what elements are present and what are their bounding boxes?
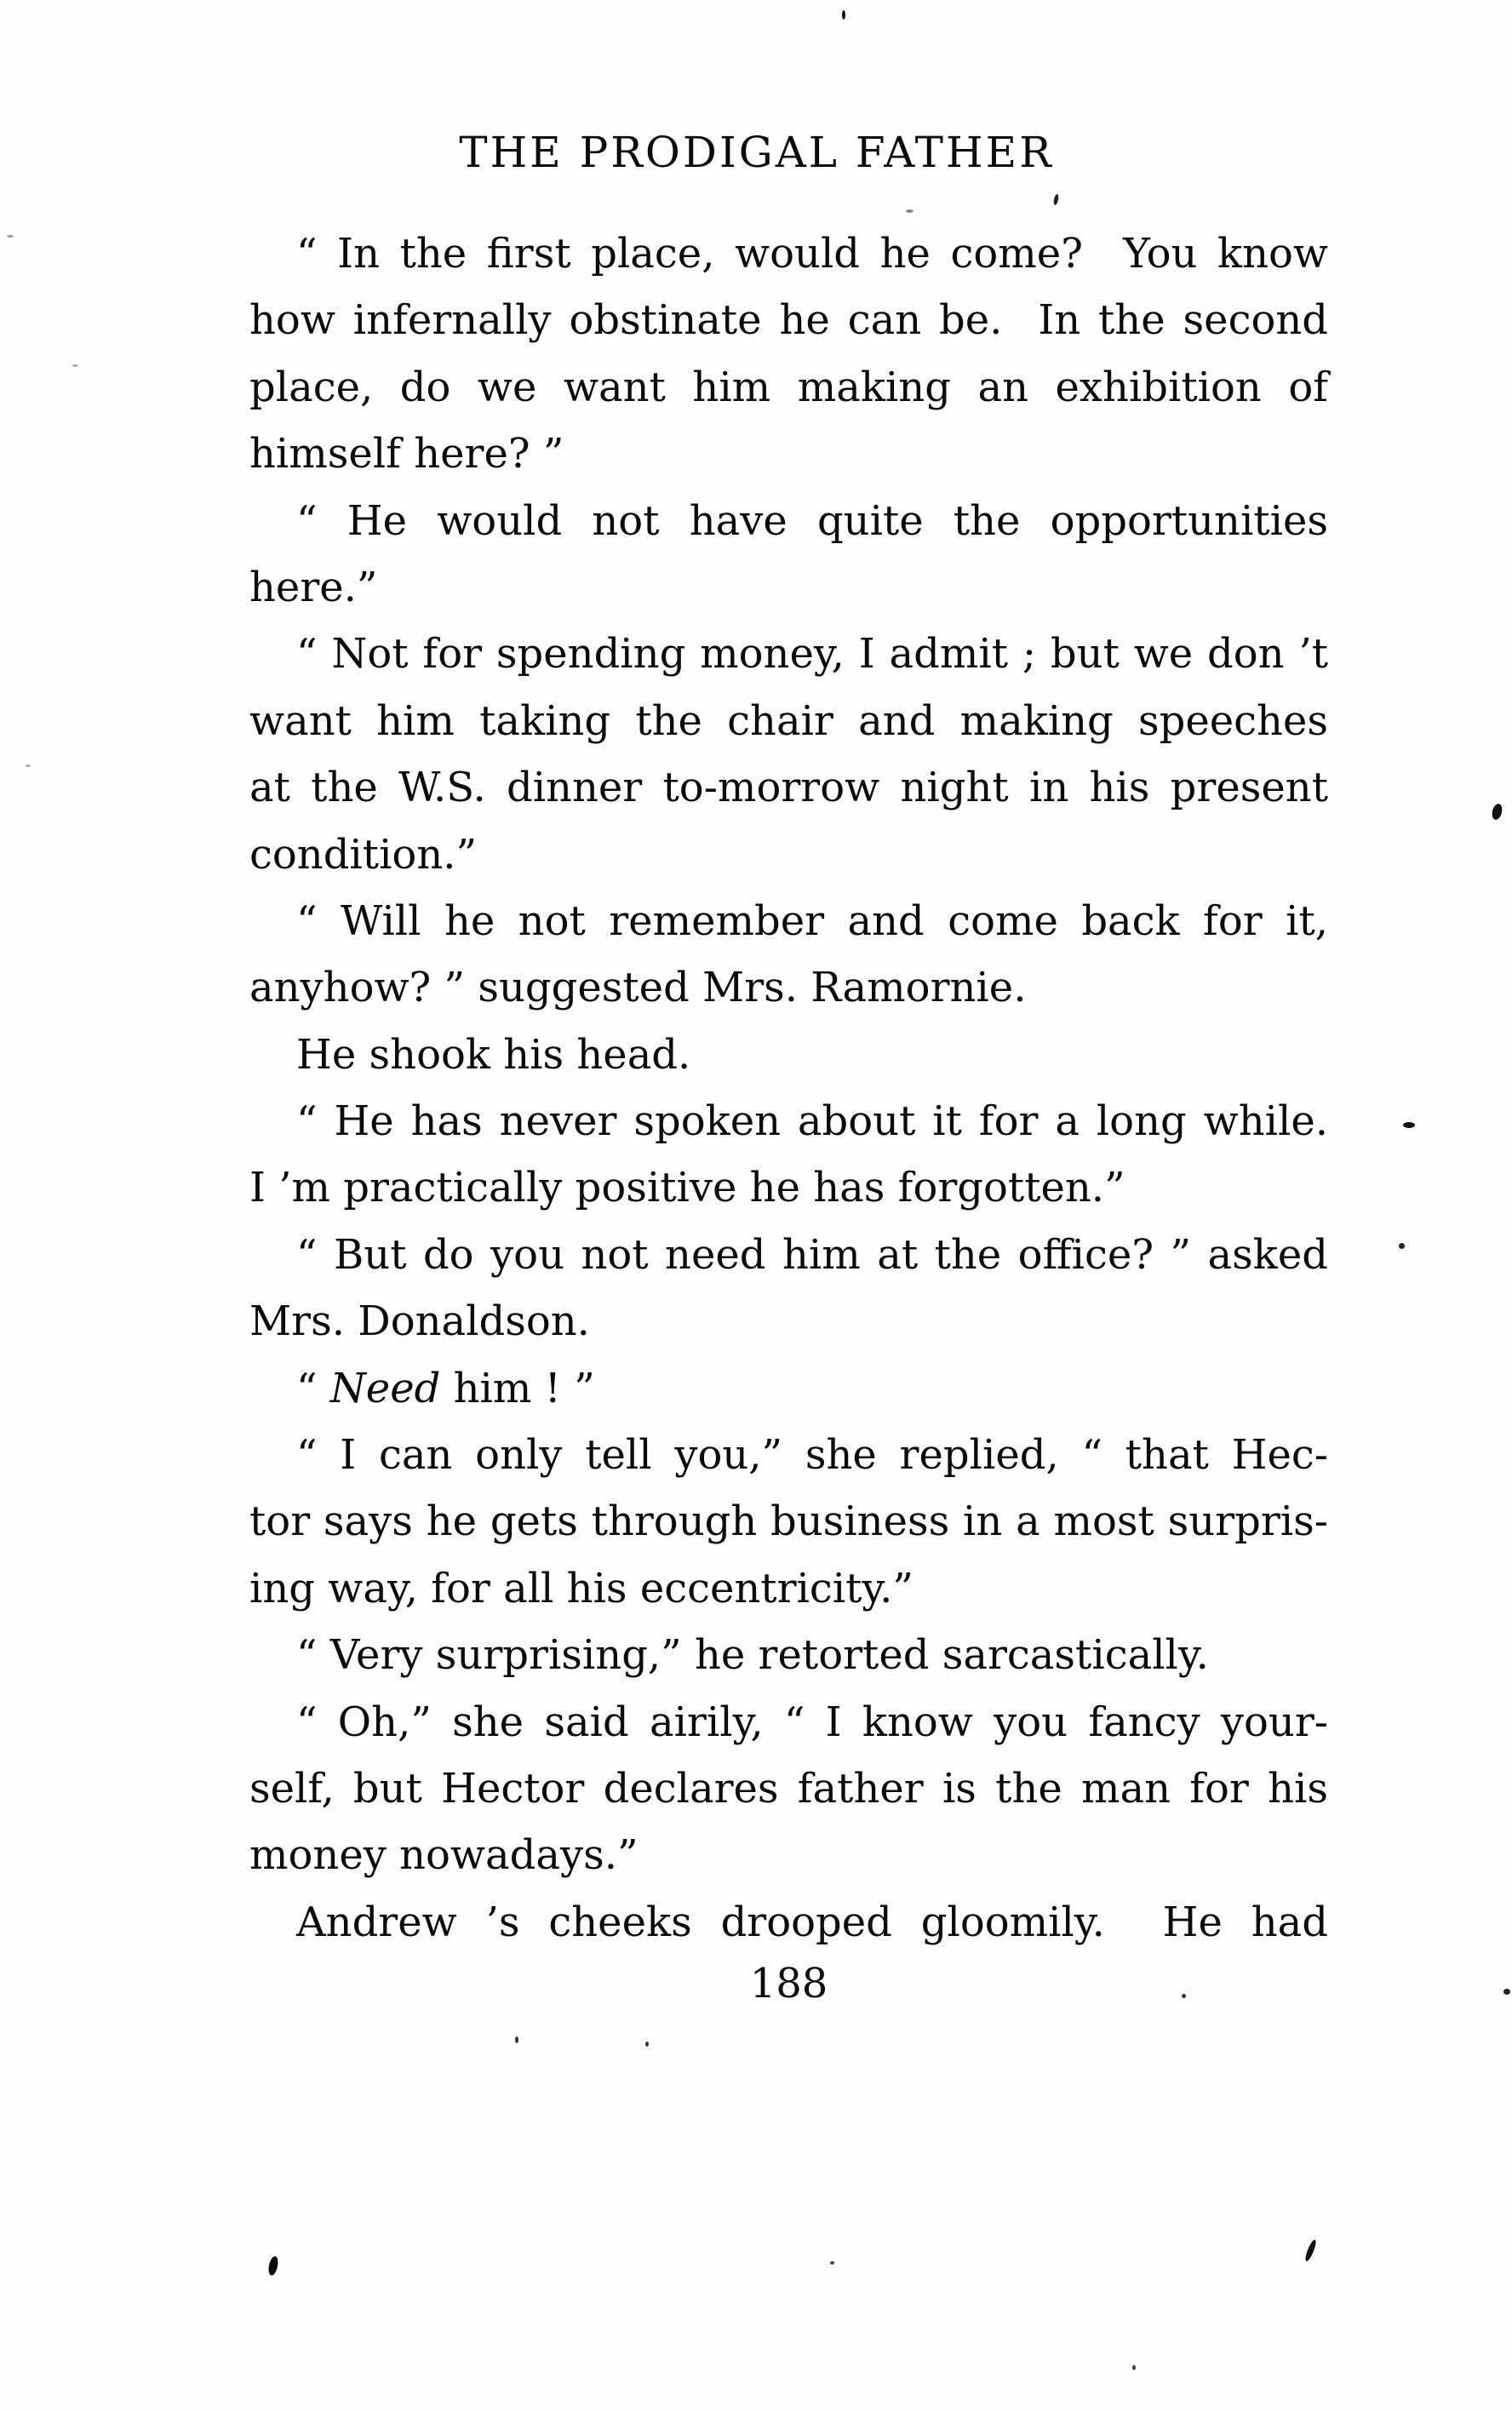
text-line-content [249,1565,914,1612]
text-line-content [296,1431,1328,1479]
text-line-content [249,964,1026,1011]
ink-speck [1491,803,1503,821]
text-line [249,1288,1328,1354]
text-line [249,1622,1328,1688]
ink-speck [7,235,14,238]
text-segment: “ He has never spoken about it for a long while. [296,1097,1328,1146]
text-line [249,1822,1328,1888]
text-line-content [296,1031,690,1079]
text-segment: condition.” [249,830,478,879]
text-line [249,488,1328,554]
text-line-content [249,1164,1125,1211]
text-line-content [249,296,1328,344]
page-number: 188 [749,1960,828,2007]
text-segment: want him taking the chair and making speeches [249,696,1328,745]
text-segment: “ He would not have quite the opportunities [296,496,1328,545]
ink-speck [1399,1243,1405,1249]
text-segment: ing way, for all his eccentricity.” [249,1564,914,1612]
ink-speck [830,2261,834,2265]
text-line-content [249,1498,1328,1545]
text-line [249,1488,1328,1555]
text-segment: “ I can only tell you,” she replied, “ that Hec- [296,1431,1328,1480]
page-header-title: THE PRODIGAL FATHER [459,128,1054,177]
ink-speck [515,2036,518,2043]
text-line-content [249,564,377,611]
text-segment: “ In the first place, would he come? You know [296,230,1328,278]
text-line-content [249,430,564,478]
text-line [249,1755,1328,1822]
text-line-content [296,630,1328,678]
text-segment: “ [296,1364,330,1412]
ink-speck [1132,2365,1136,2370]
text-segment: here.” [249,563,378,611]
text-line [249,754,1328,821]
text-segment: Andrew ’s cheeks drooped gloomily. He had [296,1898,1328,1946]
ink-speck [72,364,78,367]
text-line [249,354,1328,421]
text-line-content [249,764,1328,811]
text-line-content [296,897,1328,945]
ink-speck [267,2255,280,2276]
text-segment: “ Very surprising,” he retorted sarcastically. [296,1631,1209,1680]
ink-speck [645,2042,649,2047]
text-segment: self, but Hector declares father is the man for his [249,1764,1328,1813]
text-line [249,1555,1328,1622]
text-segment: anyhow? ” suggested Mrs. Ramornie. [249,964,1027,1012]
ink-speck [1053,194,1060,206]
text-segment: tor says he gets through business in a most surpris- [249,1498,1328,1546]
text-line-content [249,1297,590,1345]
text-line [249,1355,1328,1422]
text-line [249,1222,1328,1288]
text-line [249,1422,1328,1488]
text-line-content [249,364,1328,411]
text-segment: “ Not for spending money, I admit ; but we don ’t [296,630,1328,679]
ink-speck [1503,1989,1510,1995]
text-line-content [296,1365,595,1412]
text-line [249,287,1328,353]
text-line-content [296,1698,1328,1746]
text-line [249,220,1328,287]
text-segment: how infernally obstinate he can be. In the second [249,296,1328,345]
text-line [249,1154,1328,1221]
text-line [249,421,1328,487]
ink-speck [1403,1122,1415,1128]
text-segment: money nowadays.” [249,1831,639,1880]
ink-speck [906,209,914,213]
text-segment: “ But do you not need him at the office? ” asked [296,1230,1328,1279]
page-text [249,220,1328,1956]
text-line-content [296,1631,1209,1679]
text-line-content [296,1898,1328,1946]
text-line-content [296,1097,1328,1145]
text-segment: Mrs. Donaldson. [249,1297,590,1346]
text-segment: place, do we want him making an exhibition of [249,363,1328,411]
text-line [249,1022,1328,1088]
text-line [249,621,1328,687]
text-segment: at the W.S. dinner to-morrow night in his present [249,764,1328,812]
text-line [249,1889,1328,1956]
text-line [249,554,1328,621]
ink-speck [842,10,845,20]
text-line-content [296,1231,1328,1279]
text-line-content [249,1765,1328,1813]
ink-speck [1303,2239,1318,2263]
text-line [249,1689,1328,1755]
text-segment: himself here? ” [249,430,564,478]
text-line [249,822,1328,888]
ink-speck [1182,1994,1186,1998]
text-line [249,688,1328,754]
text-segment: “ Will he not remember and come back for it, [296,896,1328,945]
text-segment: I ’m practically positive he has forgotten.” [249,1164,1125,1212]
italic-text: Need [329,1364,441,1412]
text-line-content [249,1831,639,1879]
text-line [249,954,1328,1021]
text-line [249,888,1328,954]
text-line-content [249,697,1328,745]
ink-speck [26,765,31,767]
text-line-content [296,230,1328,278]
text-line-content [296,497,1328,545]
text-line-content [249,831,477,879]
text-line [249,1088,1328,1154]
text-segment: “ Oh,” she said airily, “ I know you fancy your- [296,1698,1328,1746]
text-segment: him ! ” [440,1364,595,1412]
text-segment: He shook his head. [296,1030,691,1079]
